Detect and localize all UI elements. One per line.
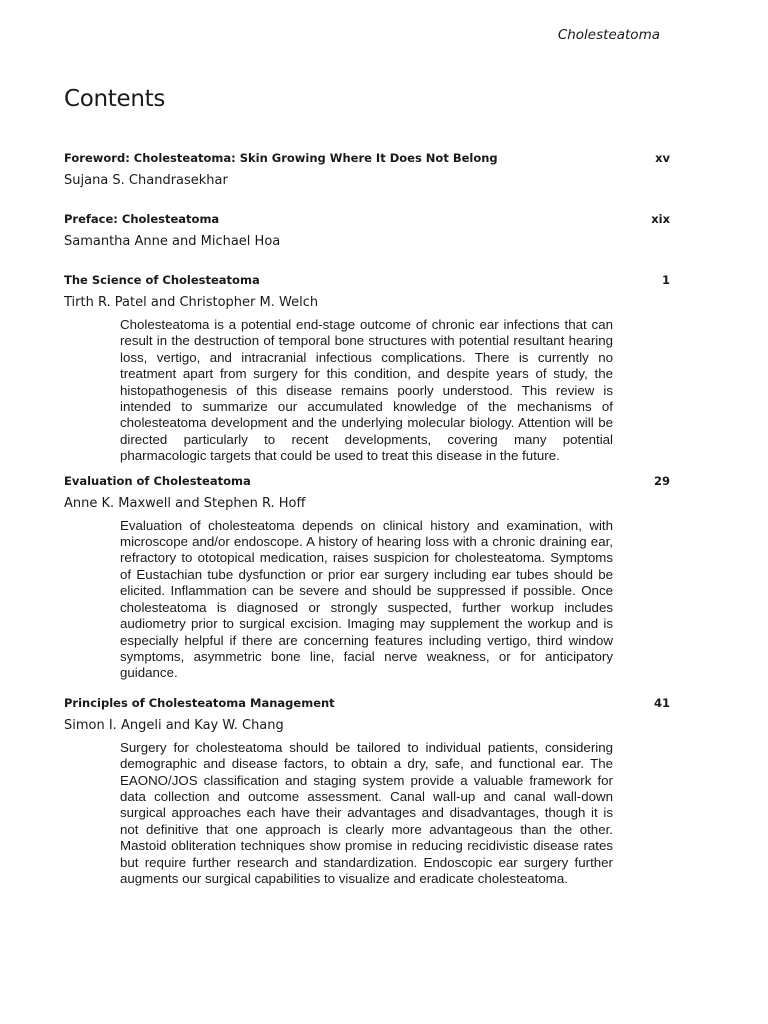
toc-entry-abstract: Evaluation of cholesteatoma depends on clinical history and examination, with microscope and/or endoscope. A history of hearing loss with a chronic draining ear, refractory to ototopical medication, raises suspicion for cholesteatoma. Symptoms of Eustachian tube dysfunction or prior ear surgery including ear tubes should be elicited. Inflammation can be severe and should be suppressed if possible. Once cholesteatoma is diagnosed or strongly suspected, further workup includes audiometry prior to surgical excision. Imaging may supplement the workup and is especially helpful if there are concerning features including vertigo, third window symptoms, asymmetric bone line, facial nerve weakness, or for anticipatory guidance. (120, 517, 613, 681)
toc-entry-page[interactable]: xix (651, 212, 670, 226)
toc-entry-abstract: Surgery for cholesteatoma should be tailored to individual patients, considering demographic and disease factors, to obtain a dry, safe, and functional ear. The EAONO/JOS classification and staging system provide a valuable framework for data collection and outcome assessment. Canal wall-up and canal wall-down surgical approaches each have their advantages and disadvantages, though it is not definitive that one approach is clearly more advantageous than the other. Mastoid obliteration techniques show promise in reducing recidivistic disease rates but require further research and standardization. Endoscopic ear surgery further augments our surgical capabilities to visualize and eradicate cholesteatoma. (120, 739, 613, 886)
toc-entry-title[interactable]: Evaluation of Cholesteatoma (64, 473, 251, 488)
toc-entry-heading (64, 695, 670, 711)
table-of-contents (64, 150, 670, 887)
toc-entry-science (64, 272, 670, 465)
toc-entry-page[interactable]: 1 (661, 273, 670, 287)
toc-entry-title[interactable]: Principles of Cholesteatoma Management (64, 695, 335, 710)
toc-entry-heading (64, 272, 670, 288)
toc-entry-authors: Tirth R. Patel and Christopher M. Welch (64, 295, 319, 310)
toc-entry-authors: Anne K. Maxwell and Stephen R. Hoff (64, 495, 306, 511)
toc-entry-foreword (64, 150, 670, 190)
running-head: Cholesteatoma (557, 27, 660, 43)
toc-entry-heading (64, 150, 670, 166)
toc-entry-page[interactable]: 29 (653, 473, 670, 488)
toc-entry-evaluation (64, 473, 670, 682)
toc-entry-authors: Simon I. Angeli and Kay W. Chang (64, 717, 284, 733)
toc-entry-page[interactable]: 41 (653, 695, 670, 710)
toc-entry-abstract: Cholesteatoma is a potential end-stage outcome of chronic ear infections that can result in the destruction of temporal bone structures with potential resultant hearing loss, vertigo, and intracranial infectious complications. There is currently no treatment apart from surgery for this condition, and despite years of study, the histopathogenesis of this disease remains poorly understood. This review is intended to summarize our accumulated knowledge of the mechanisms of cholesteatoma development and the underlying molecular biology. Attention will be directed particularly to recent developments, covering many potential pharmacologic targets that could be used to treat this disease in the future. (120, 317, 613, 464)
toc-entry-page[interactable]: xv (655, 151, 670, 165)
toc-entry-authors: Samantha Anne and Michael Hoa (64, 234, 281, 249)
toc-entry-heading (64, 211, 670, 227)
toc-entry-title[interactable]: Foreword: Cholesteatoma: Skin Growing Where It Does Not Belong (64, 151, 498, 165)
toc-entry-title[interactable]: Preface: Cholesteatoma (64, 212, 220, 226)
toc-entry-authors: Sujana S. Chandrasekhar (64, 173, 228, 188)
toc-entry-preface (64, 211, 670, 251)
toc-entry-heading (64, 473, 670, 489)
toc-entry-management (64, 695, 670, 888)
page-title: Contents (64, 86, 166, 112)
toc-entry-title[interactable]: The Science of Cholesteatoma (64, 273, 260, 287)
